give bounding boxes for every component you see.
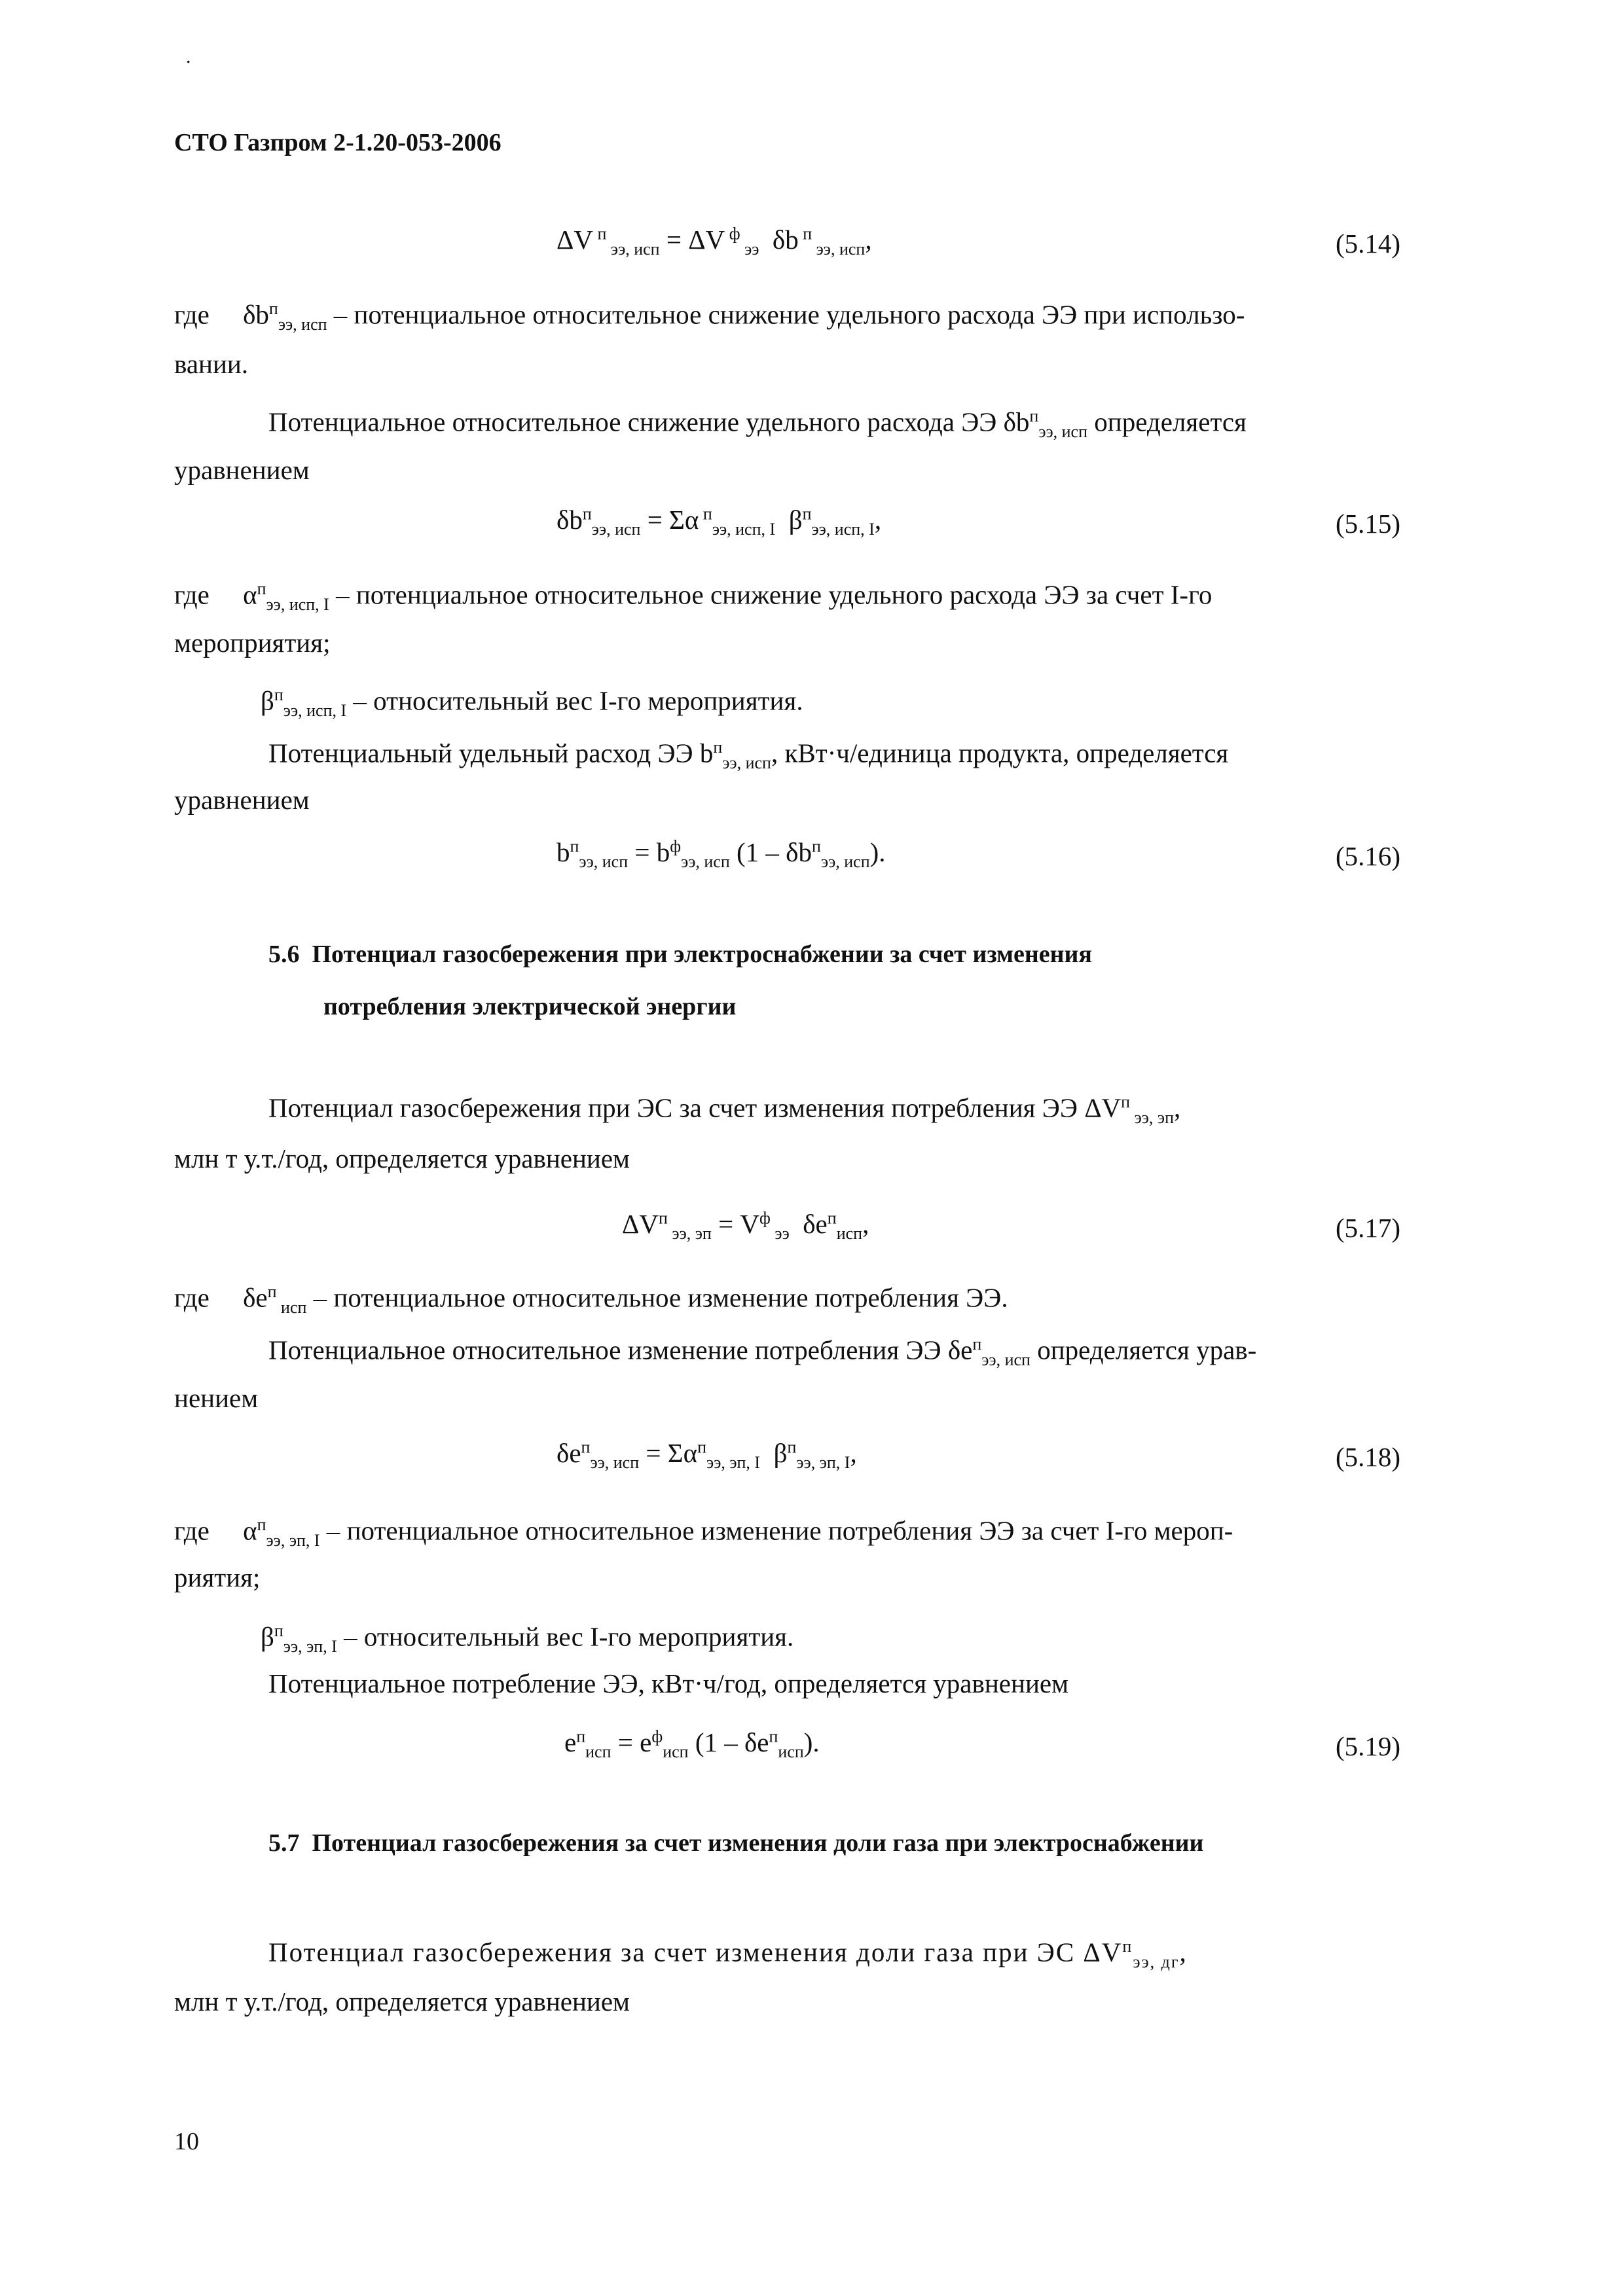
document-header: СТО Газпром 2-1.20-053-2006 (174, 129, 501, 156)
paragraph: Потенциальный удельный расход ЭЭ $b^п_{ээ, исп}$, кВт·ч/единица продукта, определяется (268, 738, 1229, 772)
section-number: 5.7 (268, 1829, 300, 1857)
equation-5-17: $\Delta V^п$ $_{ээ, эп} = V^ф$ $_{ээ}$ $\delta e^п_{исп}$, (622, 1208, 869, 1244)
paragraph-continuation: уравнением (174, 785, 310, 815)
section-heading (268, 940, 1092, 969)
definition-line: где $\delta e^п$ $_{исп}$ – потенциальное относительное изменение потребления ЭЭ. (174, 1282, 1008, 1317)
equation-number: (5.16) (1336, 841, 1401, 871)
paragraph: Потенциальное относительное снижение удельного расхода ЭЭ $\delta b^п_{ээ, исп}$ определяется (268, 406, 1247, 441)
section-title: Потенциал газосбережения за счет изменения доли газа при электроснабжении (312, 1829, 1204, 1857)
paragraph-continuation: млн т у.т./год, определяется уравнением (174, 1143, 630, 1174)
equation-5-15: $\delta b^п_{ээ, исп} = \Sigma\alpha$ $^п_{ээ, исп, I}$ $\beta^п_{ээ, исп, I}$, (556, 504, 882, 539)
paragraph-continuation: млн т у.т./год, определяется уравнением (174, 1986, 630, 2017)
equation-5-18: $\delta e^п_{ээ, исп} = \Sigma\alpha^п_{ээ, эп, I}$ $\beta^п_{ээ, эп, I}$, (556, 1437, 857, 1473)
section-heading (268, 1829, 1203, 1857)
decor-dot: . (186, 46, 191, 67)
paragraph: Потенциальное потребление ЭЭ, кВт·ч/год, определяется уравнением (268, 1668, 1069, 1698)
definition-line: $\beta^п_{ээ, исп, I}$ – относительный вес I-го мероприятия. (261, 685, 803, 720)
definition-line: где $\delta b^п_{ээ, исп}$ – потенциальное относительное снижение удельного расхода ЭЭ при использо- (174, 299, 1245, 334)
equation-number: (5.14) (1336, 228, 1401, 259)
equation-number: (5.17) (1336, 1213, 1401, 1243)
equation-5-14: ΔV $^п$ $_{ээ, исп}$ = ΔV $^ф$ $_{ээ}$ δb $^п$ $_{ээ, исп}$, (556, 224, 872, 259)
paragraph: Потенциал газосбережения при ЭС за счет изменения потребления ЭЭ $\Delta V^п$ $_{ээ, эп}$, (268, 1092, 1181, 1127)
paragraph-continuation: риятия; (174, 1562, 261, 1592)
equation-5-19: $e^п_{исп} = e^ф_{исп}$ $(1 - \delta e^п_{исп})$. (564, 1727, 820, 1762)
definition-line: где $\alpha^п_{ээ, исп, I}$ – потенциальное относительное снижение удельного расхода ЭЭ за счет I-го (174, 579, 1213, 614)
paragraph-continuation: вании. (174, 349, 249, 379)
page-number: 10 (174, 2128, 199, 2155)
definition-line: $\beta^п_{ээ, эп, I}$ – относительный вес I-го мероприятия. (261, 1621, 794, 1656)
definition-line: где $\alpha^п_{ээ, эп, I}$ – потенциальное относительное изменение потребления ЭЭ за счет I-го мероп- (174, 1515, 1233, 1550)
equation-number: (5.15) (1336, 509, 1401, 539)
section-title-line2: потребления электрической энергии (323, 993, 737, 1020)
paragraph-continuation: мероприятия; (174, 628, 331, 658)
paragraph-continuation: нением (174, 1383, 259, 1413)
section-title: Потенциал газосбережения при электроснабжении за счет изменения (312, 941, 1092, 968)
paragraph: Потенциал газосбережения за счет изменения доли газа при ЭС $\Delta V^п_{ээ, дг}$, (268, 1937, 1188, 1971)
equation-5-16: $b^п_{ээ, исп} = b^ф_{ээ, исп}$ $(1 - \delta b^п_{ээ, исп})$. (556, 836, 886, 872)
equation-number: (5.19) (1336, 1731, 1401, 1761)
equation-number: (5.18) (1336, 1442, 1401, 1472)
paragraph-continuation: уравнением (174, 455, 310, 485)
section-number: 5.6 (268, 941, 300, 968)
paragraph: Потенциальное относительное изменение потребления ЭЭ $\delta e^п_{ээ, исп}$ определяется урав- (268, 1335, 1257, 1369)
